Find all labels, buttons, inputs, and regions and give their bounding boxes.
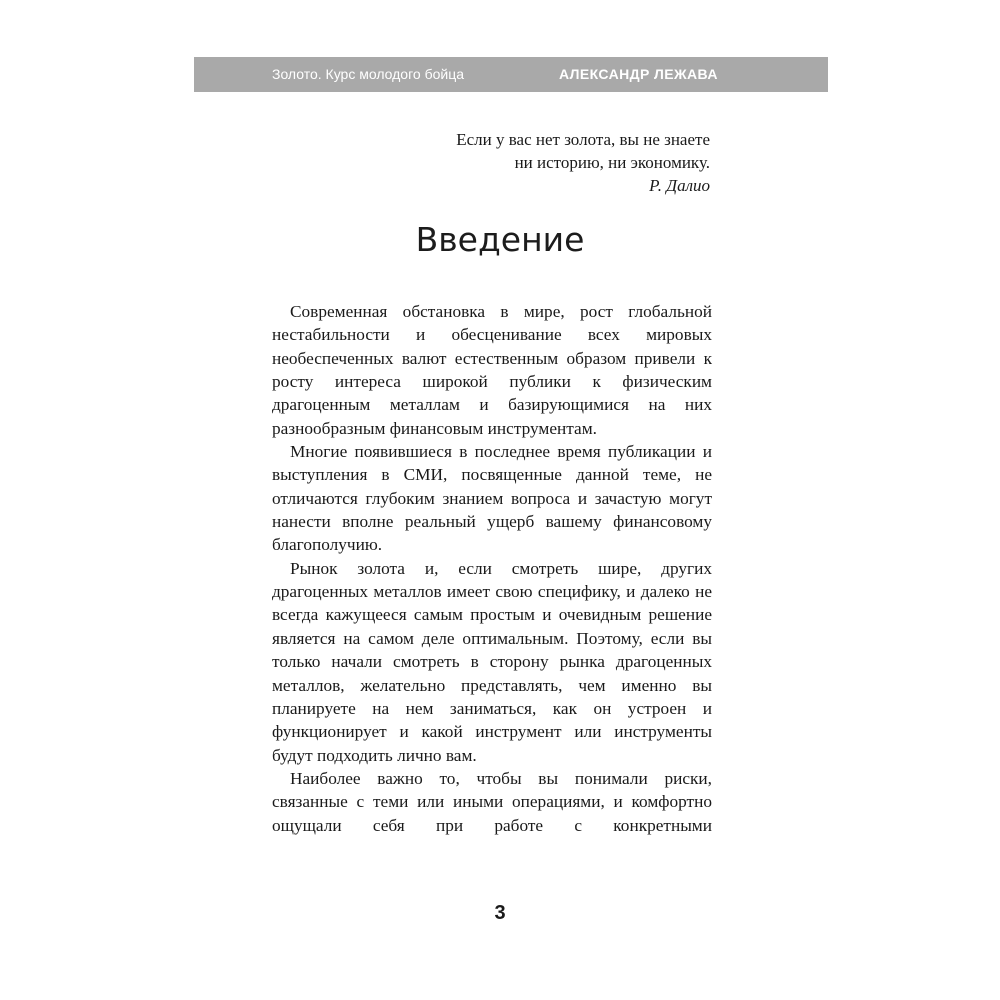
paragraph-1: Современная обстановка в мире, рост глобальной нестабильности и обесценивание всех мировых необеспеченных валют естественным образом привели к росту интереса широкой публики к физическим драгоценным металлам и базирующимися на них разнообразным финансовым инструментам.: [272, 302, 712, 438]
epigraph: [456, 128, 710, 197]
body-text: [272, 300, 712, 837]
epigraph-quote-line-2: ни историю, ни экономику.: [514, 153, 710, 172]
epigraph-attribution: Р. Далио: [649, 176, 710, 195]
running-header: [194, 57, 828, 92]
chapter-title: Введение: [415, 220, 585, 259]
paragraph-4: Наиболее важно то, чтобы вы понимали риски, связанные с теми или иными операциями, и комфортно ощущали себя при работе с конкретными: [272, 768, 712, 835]
running-header-author: АЛЕКСАНДР ЛЕЖАВА: [559, 66, 718, 82]
page-number: 3: [494, 902, 506, 924]
epigraph-quote-line-1: Если у вас нет золота, вы не знаете: [456, 130, 710, 149]
paragraph-2: Многие появившиеся в последнее время публикации и выступления в СМИ, посвященные данной теме, не отличаются глубоким знанием вопроса и зачастую могут нанести вполне реальный ущерб вашему финансовому благополучию.: [272, 442, 712, 555]
running-header-book-title: Золото. Курс молодого бойца: [272, 66, 465, 82]
paragraph-3: Рынок золота и, если смотреть шире, других драгоценных металлов имеет свою специфику, и далеко не всегда кажущееся самым простым и очевидным решение является на самом деле оптимальным. Поэтому, если вы только начали смотреть в сторону рынка драгоценных металлов, желательно представлять, чем именно вы планируете на нем заниматься, как он устроен и функционирует и какой инструмент или инструменты будут подходить лично вам.: [272, 558, 712, 765]
